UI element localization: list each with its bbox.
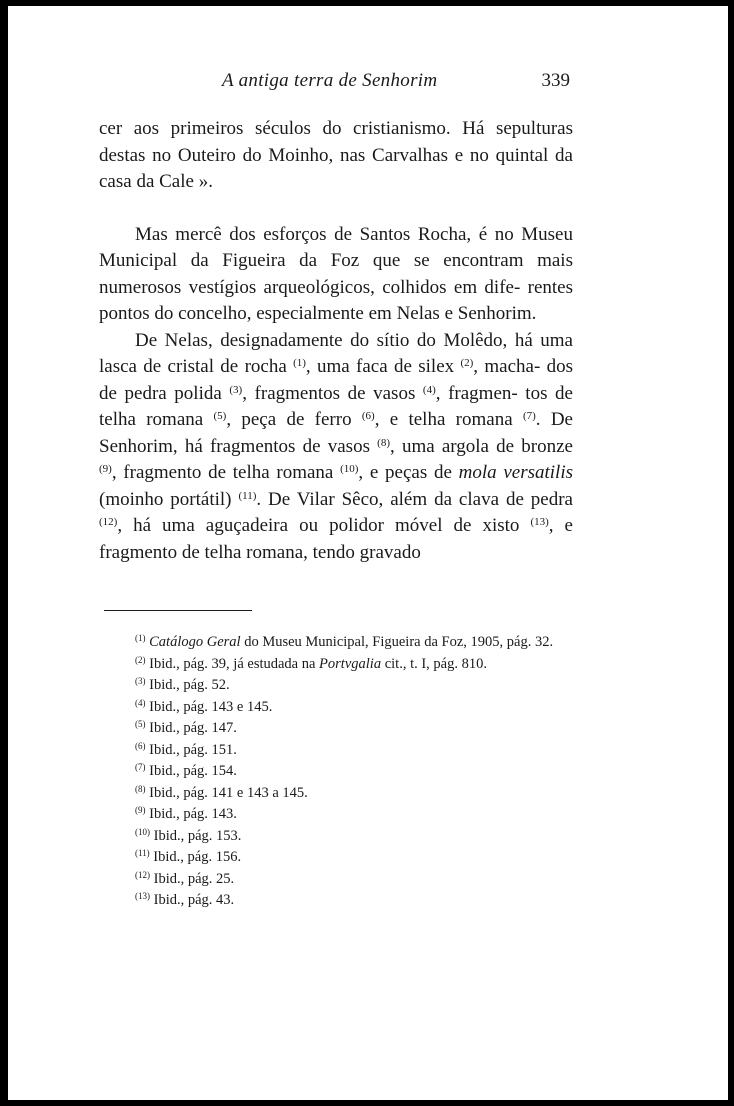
- scan-border-left: [0, 0, 8, 1106]
- footnote-ref: (6): [361, 410, 375, 422]
- footnote-9: [99, 804, 573, 826]
- footnote-mark: (1): [135, 633, 146, 643]
- footnote-2: [99, 654, 573, 676]
- footnote-mark: (7): [135, 762, 146, 772]
- text-span: , fragmen- tos de telha romana: [99, 382, 573, 430]
- footnote-ref: (2): [460, 357, 474, 369]
- running-title: A antiga terra de Senhorim: [222, 70, 438, 91]
- footnote-ref: (12): [99, 516, 118, 528]
- scan-border-top: [0, 0, 734, 6]
- footnote-title: Catálogo Geral: [149, 634, 241, 650]
- text-span: . De Senhorim, há fragmentos de vasos: [99, 409, 573, 457]
- text-span: , fragmento de telha romana: [111, 462, 341, 483]
- footnote-12: [99, 869, 573, 891]
- text-span: , uma faca de silex: [305, 356, 461, 377]
- footnote-8: [99, 783, 573, 805]
- body-text: [99, 116, 573, 566]
- footnote-ref: (10): [340, 463, 359, 475]
- footnote-divider: [104, 610, 252, 611]
- footnote-text: Ibid., pág. 25.: [150, 870, 235, 887]
- text-span: , macha- dos de pedra polida: [99, 356, 573, 404]
- text-span: , e telha romana: [374, 409, 523, 430]
- footnote-7: [99, 761, 573, 783]
- footnote-ref: (4): [422, 383, 436, 396]
- text-span: , e peças de: [358, 462, 459, 483]
- footnote-mark: (4): [135, 697, 146, 708]
- footnote-text: Ibid., pág. 39, já estudada na: [145, 655, 320, 672]
- footnote-mark: (2): [135, 654, 146, 665]
- paragraph-museum: Mas mercê dos esforços de Santos Rocha, é no Museu Municipal da Figueira da Foz que se encontram mais numerosos vestígios arqueológicos, colhidos em dife- rentes pontos do concelho, especialmente em Nelas e Senhorim.: [99, 223, 573, 324]
- text-span: , e fragmento de telha romana, tendo gravado: [99, 515, 573, 563]
- footnote-ref: (5): [213, 410, 227, 422]
- paragraph-continued: cer aos primeiros séculos do cristianismo. Há sepulturas destas no Outeiro do Moinho, nas Carvalhas e no quintal da casa da Cale ».: [99, 118, 573, 192]
- text-span: , peça de ferro: [226, 409, 362, 430]
- footnote-ref: (13): [530, 516, 549, 528]
- footnotes: [99, 632, 573, 912]
- footnote-ref: (9): [99, 463, 112, 475]
- footnote-mark: (6): [135, 740, 146, 751]
- footnote-mark: (5): [135, 719, 146, 729]
- footnote-ref: (7): [522, 410, 536, 422]
- footnote-text: Ibid., pág. 43.: [150, 892, 235, 908]
- scan-border-right: [728, 0, 734, 1106]
- footnote-text: Ibid., pág. 153.: [150, 827, 242, 844]
- footnote-text: Ibid., pág. 52.: [145, 677, 230, 693]
- footnote-mark: (8): [135, 783, 146, 794]
- page-number: 339: [541, 70, 570, 91]
- footnote-5: [99, 718, 573, 740]
- text-span: , fragmentos de vasos: [242, 382, 423, 404]
- text-span: . De Vilar Sêco, além da clava de pedra: [256, 488, 573, 510]
- footnote-text: Ibid., pág. 151.: [145, 741, 237, 758]
- footnote-ref: (8): [377, 436, 390, 449]
- text-span: , há uma aguçadeira ou polidor móvel de xisto: [117, 515, 531, 536]
- footnote-4: [99, 697, 573, 719]
- latin-term: mola versatilis: [458, 462, 573, 483]
- footnote-text: Ibid., pág. 147.: [145, 720, 237, 736]
- text-span: De Nelas, designadamente do sítio do Molêdo, há uma lasca de cristal de rocha: [99, 329, 573, 377]
- footnote-mark: (9): [135, 805, 146, 815]
- footnote-text: cit., t. I, pág. 810.: [381, 655, 487, 672]
- footnote-ref: (11): [238, 489, 257, 502]
- footnote-13: [99, 890, 573, 912]
- footnote-ref: (1): [293, 357, 306, 369]
- footnote-text: Ibid., pág. 143 e 145.: [145, 698, 273, 715]
- scan-border-bottom: [0, 1100, 734, 1106]
- footnote-1: [99, 632, 573, 654]
- footnote-10: [99, 826, 573, 848]
- footnote-title: Portvgalia: [319, 655, 382, 672]
- footnote-6: [99, 740, 573, 762]
- footnote-text: do Museu Municipal, Figueira da Foz, 1905, pág. 32.: [240, 634, 554, 650]
- footnote-ref: (3): [229, 383, 243, 396]
- footnote-3: [99, 675, 573, 697]
- footnote-11: [99, 847, 573, 869]
- text-span: , uma argola de bronze: [390, 435, 573, 457]
- footnote-text: Ibid., pág. 154.: [145, 763, 237, 779]
- paragraph-findings: [99, 328, 573, 567]
- footnote-text: Ibid., pág. 141 e 143 a 145.: [145, 784, 308, 801]
- footnote-text: Ibid., pág. 143.: [145, 806, 237, 822]
- footnote-mark: (12): [135, 869, 150, 880]
- running-head: [100, 70, 574, 100]
- footnote-mark: (3): [135, 676, 146, 686]
- text-span: (moinho portátil): [99, 488, 239, 510]
- footnote-text: Ibid., pág. 156.: [149, 849, 242, 865]
- footnote-mark: (13): [135, 891, 150, 901]
- footnote-mark: (10): [135, 826, 150, 837]
- footnote-mark: (11): [135, 848, 150, 858]
